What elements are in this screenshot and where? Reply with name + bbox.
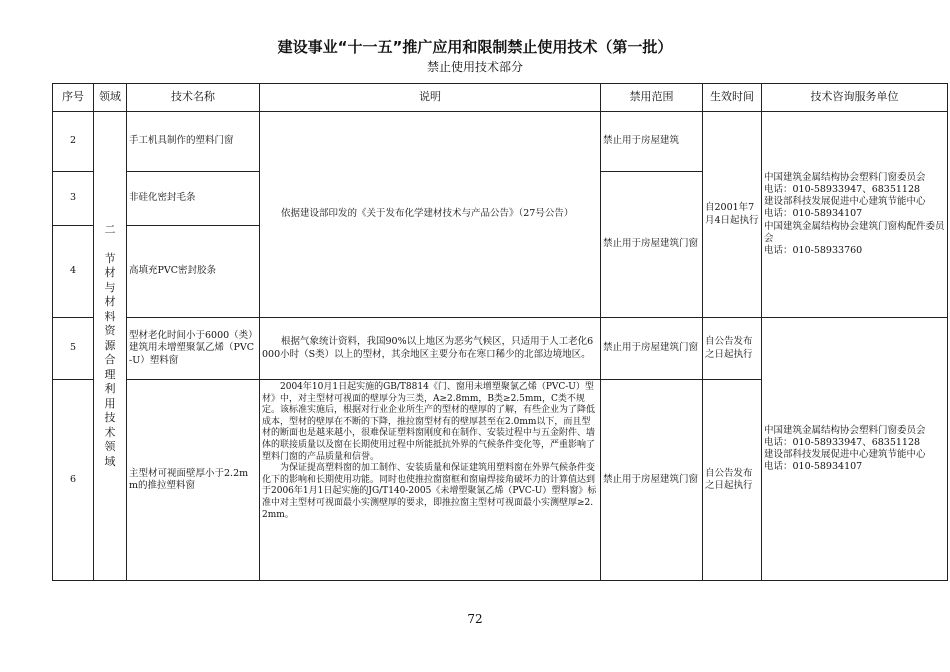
unit-line: 建设部科技发展促进中心建筑节能中心 [764, 196, 926, 208]
header-effective-time: 生效时间 [702, 83, 762, 112]
row-2-no: 2 [52, 111, 94, 172]
unit-line: 中国建筑金属结构协会塑料门窗委员会 [764, 171, 926, 183]
row-6-desc-paragraph-2: 为保证提高塑料窗的加工制作、安装质量和保证建筑用塑料窗在外界气候条件变化下的影响和长期使用功能。同时也使推拉窗窗框和窗扇焊接角破坏力的计算值达到于2006年1月1日起实施的JG/T140-2005《未增塑聚氯乙烯（PVC-U）塑料窗》标准中对主型材可视面最小实测壁厚的要求，即推拉窗主型材可视面最小实测壁厚≥2.2mm。 [262, 463, 597, 520]
page-number: 72 [467, 612, 483, 626]
unit-line: 电话：010-58933947、68351128 [764, 183, 921, 195]
row-6-no: 6 [52, 379, 94, 581]
header-tech-name: 技术名称 [126, 83, 260, 112]
row-3-name: 非硅化密封毛条 [126, 171, 260, 226]
header-domain: 领域 [93, 83, 127, 112]
domain-char: 域 [104, 454, 116, 468]
row-6-desc-paragraph-1: 2004年10月1日起实施的GB/T8814《门、窗用未增塑聚氯乙烯（PVC-U）型材》中，对主型材可视面的壁厚分为三类，A≥2.8mm，B类≥2.5mm，C类不规定。该标准实施后，根据对行业企业所生产的型材的壁厚的了解，有些企业为了降低成本，型材的壁厚在不断的下降，推拉窗型材有的壁厚甚至在2.0mm以下，而且型材的断面也是越来越小，很难保证塑料窗刚度和在制作、安装过程中与五金附件、墙体的联接质量以及窗在长期使用过程中所能抵抗外界的气候条件变化等，严重影响了塑料门窗的产品质量和信誉。 [262, 382, 596, 462]
domain-char: 料 [104, 309, 116, 323]
group2-service-units [761, 317, 948, 581]
header-no: 序号 [52, 83, 94, 112]
domain-char: 用 [104, 396, 116, 410]
domain-char: 二 [104, 222, 116, 236]
domain-char: 技 [104, 411, 116, 425]
unit-line: 中国建筑金属结构协会塑料门窗委员会 [764, 424, 926, 436]
row-5-description: 根据气象统计资料，我国90%以上地区为恶劣气候区，只适用于人工老化6000小时（S类）以上的型材，其余地区主要分布在寒口稀少的北部边境地区。 [259, 317, 601, 380]
domain-char [108, 237, 112, 252]
domain-char: 术 [104, 425, 116, 439]
header-scope: 禁用范围 [600, 83, 703, 112]
header-service-unit: 技术咨询服务单位 [761, 83, 948, 112]
group-description: 依据建设部印发的《关于发布化学建材技术与产品公告》（27号公告） [259, 111, 601, 318]
row-6-name: 主型材可视面壁厚小于2.2mm的推拉塑料窗 [126, 379, 260, 581]
row-6-effective-time: 自公告发布之日起执行 [702, 379, 762, 581]
row-2-name: 手工机具制作的塑料门窗 [126, 111, 260, 172]
row-5-effective-time: 自公告发布之日起执行 [702, 317, 762, 380]
unit-line: 建设部科技发展促进中心建筑节能中心 [764, 449, 926, 460]
row-5-scope: 禁止用于房屋建筑门窗 [600, 317, 703, 380]
domain-char: 合 [104, 353, 116, 367]
row-5-name: 型材老化时间小于6000（类）建筑用未增塑聚氯乙烯（PVC-U）塑料窗 [126, 317, 260, 380]
domain-char: 利 [104, 382, 116, 396]
domain-char: 节 [104, 251, 116, 265]
unit-line: 电话：010-58934107 [764, 208, 863, 220]
row-2-scope: 禁止用于房屋建筑 [600, 111, 703, 172]
domain-char: 与 [104, 280, 116, 294]
row-6-scope: 禁止用于房屋建筑门窗 [600, 379, 703, 581]
row-3-no: 3 [52, 171, 94, 226]
domain-char: 材 [104, 295, 116, 309]
domain-char: 理 [104, 367, 116, 381]
domain-cell [93, 111, 127, 581]
group-scope: 禁止用于房屋建筑门窗 [600, 171, 703, 318]
page-title: 建设事业“十一五”推广应用和限制禁止使用技术（第一批） [277, 38, 673, 56]
unit-line: 中国建筑金属结构协会建筑门窗构配件委员会 [764, 220, 945, 244]
unit-line: 电话：010-58933947、68351128 [764, 436, 921, 448]
header-description: 说明 [259, 83, 601, 112]
group-service-units [761, 111, 948, 318]
page-subtitle: 禁止使用技术部分 [426, 60, 523, 74]
domain-char: 资 [104, 324, 116, 338]
unit-line: 电话：010-58933760 [764, 245, 863, 256]
group-effective-time: 自2001年7月4日起执行 [702, 111, 762, 318]
unit-line: 电话：010-58934107 [764, 461, 863, 473]
domain-char: 源 [104, 338, 116, 352]
row-6-description [259, 379, 601, 581]
domain-char: 材 [104, 266, 116, 280]
row-4-name: 高填充PVC密封胶条 [126, 225, 260, 318]
row-4-no: 4 [52, 225, 94, 318]
domain-char: 领 [104, 440, 116, 454]
row-5-no: 5 [52, 317, 94, 380]
